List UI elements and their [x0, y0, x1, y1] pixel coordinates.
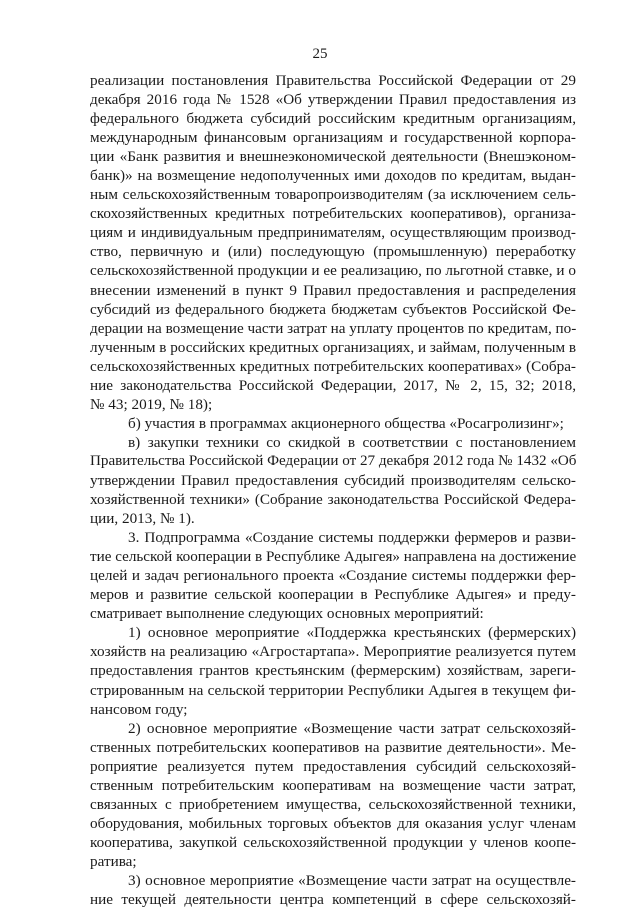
text-line: целей и задач регионального проекта «Создание системы поддержки фер- — [90, 567, 576, 585]
text-line: связанных с приобретением имущества, сельскохозяйственной техники, — [90, 795, 576, 813]
text-line: предоставления грантов крестьянским (фермерским) хозяйствам, зареги- — [90, 662, 576, 680]
text-line: ратива; — [90, 852, 137, 870]
text-line: ным сельскохозяйственным товаропроизводителям (за исключением сель- — [90, 186, 576, 204]
text-line: Правительства Российской Федерации от 27 декабря 2012 года № 1432 «Об — [90, 452, 577, 469]
text-line: сматривает выполнение следующих основных мероприятий: — [90, 605, 484, 623]
text-line: 1) основное мероприятие «Поддержка крестьянских (фермерских) — [128, 624, 576, 642]
text-line: ние законодательства Российской Федерации, 2017, № 2, 15, 32; 2018, — [90, 376, 576, 394]
text-line: утверждении Правил предоставления субсидий производителям сельско- — [90, 471, 576, 489]
text-line: международным финансовым организациям и государственной корпора- — [90, 129, 576, 147]
text-line: оборудования, мобильных торговых объектов для оказания услуг членам — [90, 814, 576, 832]
text-line: внесении изменений в пункт 9 Правил предоставления и распределения — [90, 281, 576, 299]
text-line: тие сельской кооперации в Республике Адыгея» направлена на достижение — [90, 548, 577, 566]
text-line: ственным потребительским кооперативам на возмещение части затрат, — [90, 776, 576, 794]
text-line: ции «Банк развития и внешнеэкономической деятельности (Внешэконом- — [90, 148, 576, 166]
text-line: 2) основное мероприятие «Возмещение части затрат сельскохозяй- — [128, 719, 576, 737]
text-line: сельскохозяйственной продукции и ее реализацию, по льготной ставке, и о — [90, 262, 576, 280]
text-line: меров и развитие сельской кооперации в Республике Адыгея» и преду- — [90, 586, 576, 604]
text-line: в) закупки техники со скидкой в соответствии с постановлением — [128, 433, 576, 451]
text-line: субсидий из федерального бюджета бюджетам субъектов Российской Фе- — [90, 300, 576, 318]
text-line: дерации на возмещение части затрат на уплату процентов по кредитам, по- — [90, 319, 577, 337]
text-line: федерального бюджета субсидий российским кредитным организациям, — [90, 110, 576, 128]
text-line: реализации постановления Правительства Российской Федерации от 29 — [90, 72, 576, 89]
text-line: стрированным на сельской территории Республики Адыгея в текущем фи- — [90, 681, 576, 699]
page-number: 25 — [312, 46, 328, 62]
text-line: сельскохозяйственных кредитных потребительских кооперативах» (Собра- — [90, 357, 576, 375]
text-line: ство, первичную и (или) последующую (промышленную) переработку — [90, 243, 576, 261]
text-line: 3) основное мероприятие «Возмещение части затрат на осуществле- — [128, 871, 576, 889]
text-line: хозяйственной техники» (Собрание законодательства Российской Федера- — [90, 491, 576, 509]
text-line: б) участия в программах акционерного общества «Росагролизинг»; — [128, 414, 564, 432]
text-line: ние текущей деятельности центра компетенций в сфере сельскохозяй- — [90, 891, 576, 909]
text-line: банк)» на возмещение недополученных ими доходов по кредитам, выдан- — [90, 167, 576, 185]
text-line: ции, 2013, № 1). — [90, 510, 195, 528]
text-line: лученным в российских кредитных организациях, и займам, полученным в — [90, 338, 576, 356]
text-line: ственных потребительских кооперативов на развитие деятельности». Ме- — [90, 738, 576, 756]
text-line: декабря 2016 года № 1528 «Об утверждении Правил предоставления из — [90, 91, 576, 109]
text-line: скохозяйственных кредитных потребительских кооперативов), организа- — [90, 205, 576, 223]
text-line: кооператива, закупкой сельскохозяйственной продукции у членов коопе- — [90, 833, 576, 851]
text-line: хозяйств на реализацию «Агростартапа». Мероприятие реализуется путем — [90, 643, 576, 661]
text-line: роприятие реализуется путем предоставления субсидий сельскохозяй- — [90, 757, 576, 775]
text-line: нансовом году; — [90, 700, 188, 718]
text-line: № 43; 2019, № 18); — [90, 395, 213, 413]
text-line: 3. Подпрограмма «Создание системы поддержки фермеров и разви- — [128, 529, 576, 547]
document-body — [90, 71, 576, 909]
text-line: циям и индивидуальным предпринимателям, осуществляющим производ- — [90, 224, 576, 242]
